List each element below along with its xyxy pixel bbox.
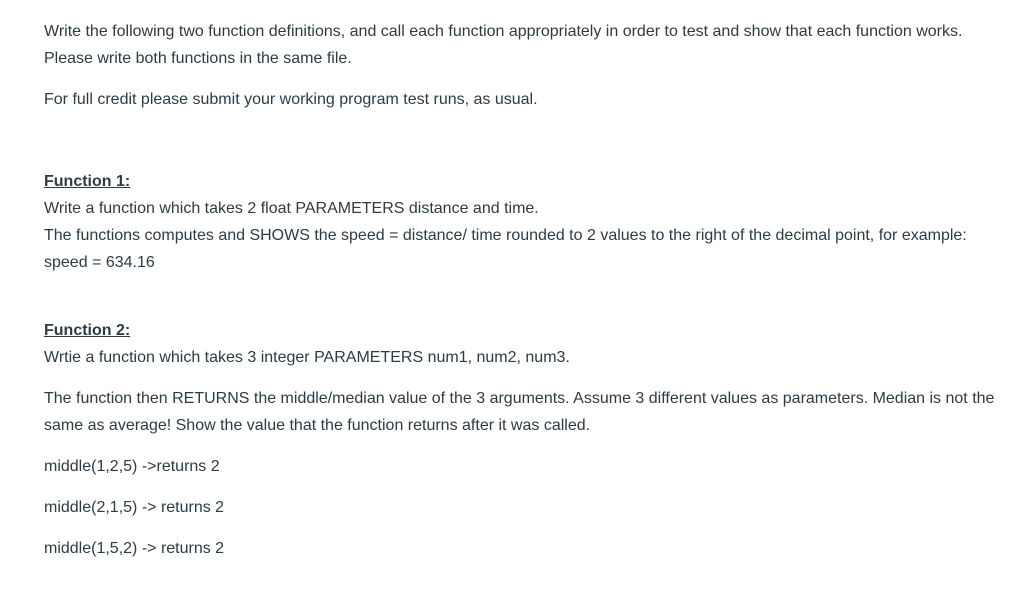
function-1-description: Write a function which takes 2 float PARAMETERS distance and time. [44, 200, 539, 217]
example-call-1: middle(1,2,5) ->returns 2 [44, 458, 220, 475]
example-call-2: middle(2,1,5) -> returns 2 [44, 499, 225, 516]
function-2-section [44, 317, 1000, 562]
function-1-section [44, 168, 1000, 276]
function-1-details: The functions computes and SHOWS the speed = distance/ time rounded to 2 values to the right of the decimal point, for example: speed = 634.16 [44, 227, 967, 271]
intro-paragraph-2: For full credit please submit your working program test runs, as usual. [44, 91, 538, 108]
function-2-heading: Function 2: [44, 322, 131, 339]
function-2-description: Wrtie a function which takes 3 integer PARAMETERS num1, num2, num3. [44, 349, 570, 366]
function-2-details: The function then RETURNS the middle/median value of the 3 arguments. Assume 3 different values as parameters. Median is not the same as average! Show the value that the function returns after it was called. [44, 390, 995, 434]
example-call-3: middle(1,5,2) -> returns 2 [44, 540, 225, 557]
intro-paragraph-1: Write the following two function definitions, and call each function appropriately in order to test and show that each function works. Please write both functions in the same file. [44, 23, 963, 67]
function-1-heading: Function 1: [44, 173, 131, 190]
